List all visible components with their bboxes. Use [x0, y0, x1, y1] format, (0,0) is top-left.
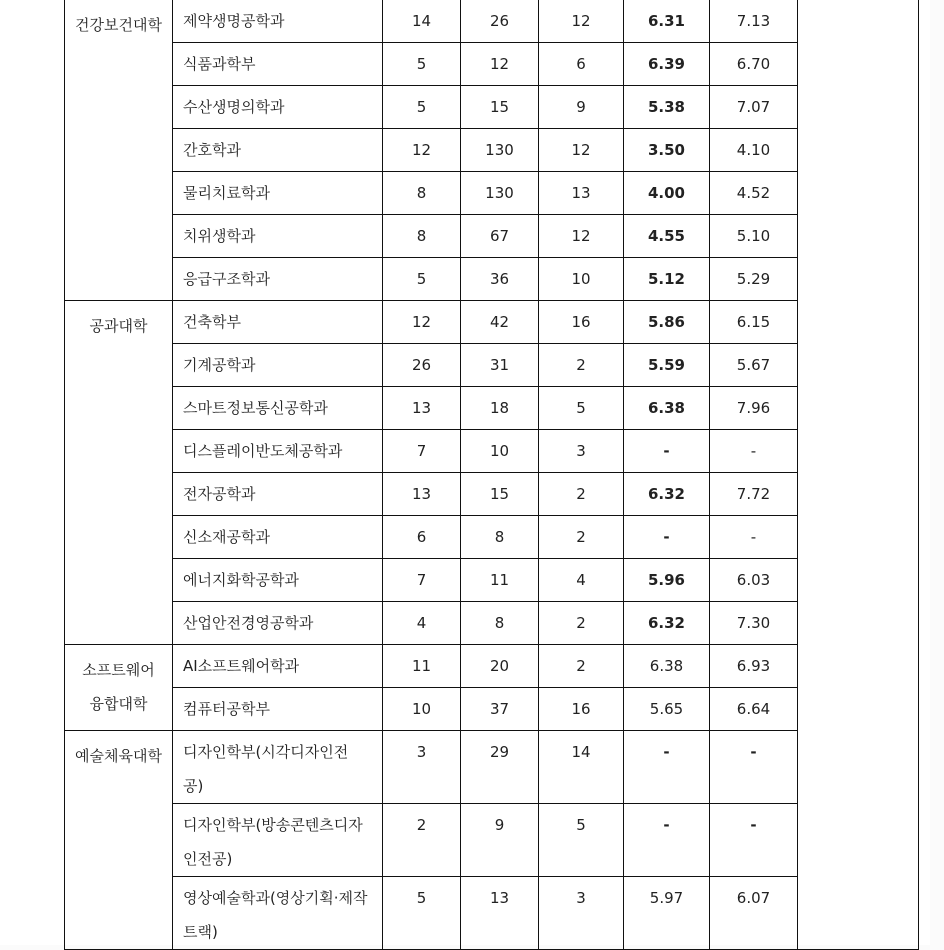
value-cell: 3	[539, 877, 624, 950]
table-row	[65, 387, 919, 430]
value-cell: 15	[461, 473, 539, 516]
department-cell: 에너지화학공학과	[173, 559, 383, 602]
department-cell: 식품과학부	[173, 43, 383, 86]
college-cell: 공과대학	[65, 301, 173, 645]
value-cell: 4.10	[710, 129, 798, 172]
value-cell: -	[710, 430, 798, 473]
value-cell: 7.07	[710, 86, 798, 129]
department-cell: 산업안전경영공학과	[173, 602, 383, 645]
value-cell: 5.10	[710, 215, 798, 258]
table-row	[65, 129, 919, 172]
value-cell: 130	[461, 172, 539, 215]
value-cell: 42	[461, 301, 539, 344]
department-cell: 디자인학부(방송콘텐츠디자인전공)	[173, 804, 383, 877]
value-cell: 3	[383, 731, 461, 804]
value-cell: 5	[539, 387, 624, 430]
value-cell: 6.32	[624, 473, 710, 516]
college-cell: 소프트웨어융합대학	[65, 645, 173, 731]
value-cell: 67	[461, 215, 539, 258]
table-row	[65, 473, 919, 516]
value-cell: 13	[461, 877, 539, 950]
table-row	[65, 645, 919, 688]
value-cell: 5.38	[624, 86, 710, 129]
department-cell: 제약생명공학과	[173, 0, 383, 43]
value-cell: 6.32	[624, 602, 710, 645]
value-cell: -	[624, 731, 710, 804]
value-cell: 3	[539, 430, 624, 473]
value-cell: 2	[383, 804, 461, 877]
value-cell: 6.38	[624, 645, 710, 688]
value-cell: 5	[383, 43, 461, 86]
value-cell: 2	[539, 344, 624, 387]
department-cell: 건축학부	[173, 301, 383, 344]
value-cell: 12	[539, 129, 624, 172]
department-cell: 영상예술학과(영상기획·제작트랙)	[173, 877, 383, 950]
college-cell: 건강보건대학	[65, 0, 173, 301]
table-row	[65, 516, 919, 559]
value-cell: 14	[539, 731, 624, 804]
department-cell: 디자인학부(시각디자인전공)	[173, 731, 383, 804]
table-row	[65, 731, 919, 804]
value-cell: 3.50	[624, 129, 710, 172]
value-cell: 14	[383, 0, 461, 43]
table-row	[65, 0, 919, 43]
department-cell: 기계공학과	[173, 344, 383, 387]
value-cell: 7.72	[710, 473, 798, 516]
value-cell: 5	[383, 877, 461, 950]
table-row	[65, 688, 919, 731]
value-cell: 2	[539, 516, 624, 559]
value-cell: 2	[539, 645, 624, 688]
value-cell: 6.15	[710, 301, 798, 344]
value-cell: -	[710, 516, 798, 559]
value-cell: 5.97	[624, 877, 710, 950]
value-cell: 13	[383, 387, 461, 430]
value-cell: 36	[461, 258, 539, 301]
value-cell: 6.64	[710, 688, 798, 731]
value-cell: 130	[461, 129, 539, 172]
value-cell: 13	[539, 172, 624, 215]
value-cell: 10	[539, 258, 624, 301]
value-cell: 6.93	[710, 645, 798, 688]
value-cell: 6.03	[710, 559, 798, 602]
value-cell: 5.59	[624, 344, 710, 387]
value-cell: 5.29	[710, 258, 798, 301]
value-cell: 16	[539, 688, 624, 731]
value-cell: 4	[383, 602, 461, 645]
value-cell: 6.38	[624, 387, 710, 430]
value-cell: 9	[461, 804, 539, 877]
value-cell: 2	[539, 602, 624, 645]
value-cell: 13	[383, 473, 461, 516]
value-cell: 7.30	[710, 602, 798, 645]
table-row	[65, 172, 919, 215]
value-cell: 5.12	[624, 258, 710, 301]
value-cell: 5	[383, 258, 461, 301]
table-row	[65, 86, 919, 129]
value-cell: 12	[539, 215, 624, 258]
value-cell: 6.70	[710, 43, 798, 86]
value-cell: -	[624, 804, 710, 877]
department-cell: 응급구조학과	[173, 258, 383, 301]
value-cell: -	[624, 430, 710, 473]
value-cell: 6	[383, 516, 461, 559]
value-cell: 4.52	[710, 172, 798, 215]
department-cell: 컴퓨터공학부	[173, 688, 383, 731]
value-cell: 29	[461, 731, 539, 804]
value-cell: 20	[461, 645, 539, 688]
value-cell: 5	[539, 804, 624, 877]
value-cell: 7.13	[710, 0, 798, 43]
value-cell: 10	[383, 688, 461, 731]
value-cell: 12	[539, 0, 624, 43]
value-cell: 5.65	[624, 688, 710, 731]
college-cell: 예술체육대학	[65, 731, 173, 950]
value-cell: 4.55	[624, 215, 710, 258]
value-cell: -	[710, 804, 798, 877]
value-cell: 9	[539, 86, 624, 129]
value-cell: 12	[461, 43, 539, 86]
department-cell: 수산생명의학과	[173, 86, 383, 129]
table-row	[65, 602, 919, 645]
value-cell: 8	[383, 215, 461, 258]
notes-cell	[798, 0, 919, 950]
value-cell: 12	[383, 129, 461, 172]
department-cell: 디스플레이반도체공학과	[173, 430, 383, 473]
value-cell: 11	[383, 645, 461, 688]
value-cell: 4.00	[624, 172, 710, 215]
department-cell: 물리치료학과	[173, 172, 383, 215]
department-cell: 스마트정보통신공학과	[173, 387, 383, 430]
value-cell: 7.96	[710, 387, 798, 430]
department-cell: AI소프트웨어학과	[173, 645, 383, 688]
value-cell: 18	[461, 387, 539, 430]
table-row	[65, 430, 919, 473]
value-cell: 6.39	[624, 43, 710, 86]
table-row	[65, 559, 919, 602]
value-cell: 7	[383, 559, 461, 602]
value-cell: 8	[383, 172, 461, 215]
department-cell: 치위생학과	[173, 215, 383, 258]
value-cell: 4	[539, 559, 624, 602]
value-cell: 6.07	[710, 877, 798, 950]
value-cell: 26	[383, 344, 461, 387]
table-row	[65, 804, 919, 877]
value-cell: 31	[461, 344, 539, 387]
value-cell: -	[624, 516, 710, 559]
value-cell: 5.67	[710, 344, 798, 387]
value-cell: 6.31	[624, 0, 710, 43]
table-row	[65, 344, 919, 387]
table-row	[65, 43, 919, 86]
value-cell: 8	[461, 602, 539, 645]
admission-results-table	[64, 0, 919, 950]
value-cell: 15	[461, 86, 539, 129]
value-cell: 10	[461, 430, 539, 473]
table-row	[65, 258, 919, 301]
table-row	[65, 877, 919, 950]
value-cell: 26	[461, 0, 539, 43]
value-cell: 12	[383, 301, 461, 344]
table-row	[65, 215, 919, 258]
value-cell: 5	[383, 86, 461, 129]
department-cell: 전자공학과	[173, 473, 383, 516]
value-cell: 5.96	[624, 559, 710, 602]
table-row	[65, 301, 919, 344]
value-cell: 11	[461, 559, 539, 602]
value-cell: 16	[539, 301, 624, 344]
department-cell: 신소재공학과	[173, 516, 383, 559]
value-cell: 8	[461, 516, 539, 559]
value-cell: 37	[461, 688, 539, 731]
value-cell: 5.86	[624, 301, 710, 344]
value-cell: -	[710, 731, 798, 804]
department-cell: 간호학과	[173, 129, 383, 172]
value-cell: 2	[539, 473, 624, 516]
value-cell: 7	[383, 430, 461, 473]
value-cell: 6	[539, 43, 624, 86]
